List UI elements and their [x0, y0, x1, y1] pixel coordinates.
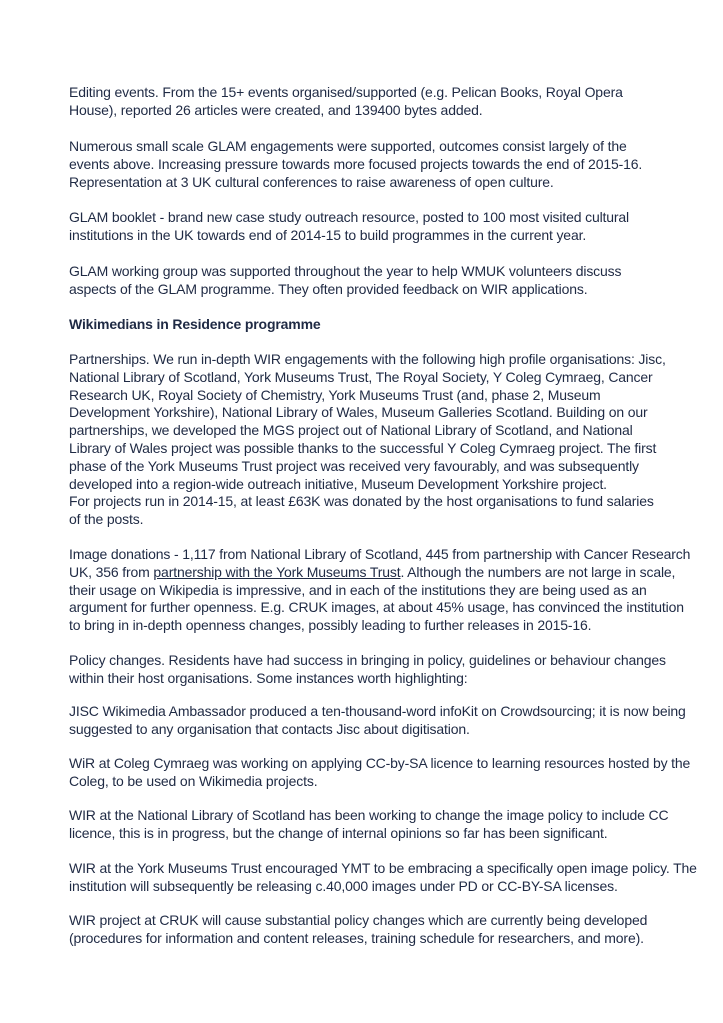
text-line: WIR project at CRUK will cause substantial policy changes which are currently being developed: [69, 912, 648, 928]
paragraph-glam-booklet: [69, 209, 709, 245]
text-line: argument for further openness. E.g. CRUK images, at about 45% usage, has convinced the institution: [69, 599, 684, 616]
text-line: Policy changes. Residents have had success in bringing in policy, guidelines or behaviour changes: [69, 652, 666, 668]
text-line: aspects of the GLAM programme. They often provided feedback on WIR applications.: [69, 280, 588, 297]
text-line: Development Yorkshire), National Library of Wales, Museum Galleries Scotland. Building on our: [69, 404, 648, 421]
text-line: Numerous small scale GLAM engagements were supported, outcomes consist largely of the: [69, 138, 627, 154]
text-line: Research UK, Royal Society of Chemistry, York Museums Trust (and, phase 2, Museum: [69, 386, 601, 403]
text-line: partnerships, we developed the MGS project out of National Library of Scotland, and National: [69, 422, 633, 439]
text-line: Image donations - 1,117 from National Library of Scotland, 445 from partnership with Cancer Research: [69, 546, 691, 562]
text-line: to bring in in-depth openness changes, possibly leading to further releases in 2015-16.: [69, 617, 592, 634]
text-line: Partnerships. We run in-depth WIR engagements with the following high profile organisations: Jisc,: [69, 351, 666, 367]
paragraph-partnerships: [69, 351, 709, 529]
section-heading: [69, 316, 709, 334]
text-line: National Library of Scotland, York Museums Trust, The Royal Society, Y Coleg Cymraeg, Cancer: [69, 368, 653, 385]
paragraph-national-library-scotland: [69, 807, 709, 843]
text-line: institution will subsequently be releasing c.40,000 images under PD or CC-BY-SA licenses.: [69, 877, 618, 894]
text-segment: UK, 356 from: [69, 563, 154, 580]
paragraph-editing-events: [69, 84, 709, 120]
text-line: Coleg, to be used on Wikimedia projects.: [69, 772, 318, 789]
text-line: (procedures for information and content releases, training schedule for researchers, and more).: [69, 929, 644, 946]
paragraph-glam-working-group: [69, 263, 709, 299]
text-line: For projects run in 2014-15, at least £63K was donated by the host organisations to fund salaries: [69, 493, 654, 510]
text-line: events above. Increasing pressure towards more focused projects towards the end of 2015-16.: [69, 155, 643, 172]
paragraph-coleg-cymraeg: [69, 755, 709, 791]
paragraph-cruk: [69, 912, 709, 948]
text-line: of the posts.: [69, 511, 144, 528]
paragraph-jisc: [69, 703, 709, 739]
paragraph-policy-changes: [69, 652, 709, 688]
text-line: institutions in the UK towards end of 2014-15 to build programmes in the current year.: [69, 226, 587, 243]
text-line: Editing events. From the 15+ events organised/supported (e.g. Pelican Books, Royal Opera: [69, 84, 623, 100]
text-line: suggested to any organisation that contacts Jisc about digitisation.: [69, 720, 470, 737]
heading-text: Wikimedians in Residence programme: [69, 316, 321, 332]
text-line: GLAM booklet - brand new case study outreach resource, posted to 100 most visited cultural: [69, 209, 630, 225]
text-line: phase of the York Museums Trust project was received very favourably, and was subsequently: [69, 457, 639, 474]
text-line: their usage on Wikipedia is impressive, and in each of the institutions they are being used as an: [69, 581, 647, 598]
text-line: JISC Wikimedia Ambassador produced a ten-thousand-word infoKit on Crowdsourcing; it is now being: [69, 703, 686, 719]
text-segment: . Although the numbers are not large in scale,: [400, 563, 676, 580]
text-line: licence, this is in progress, but the change of internal opinions so far has been significant.: [69, 824, 608, 841]
text-line: developed into a region-wide outreach initiative, Museum Development Yorkshire project.: [69, 475, 607, 492]
text-line: House), reported 26 articles were created, and 139400 bytes added.: [69, 101, 483, 118]
text-line: WIR at the York Museums Trust encouraged YMT to be embracing a specifically open image policy. The: [69, 860, 697, 876]
text-line: Library of Wales project was possible thanks to the successful Y Coleg Cymraeg project. The first: [69, 439, 657, 456]
paragraph-york-museums: [69, 860, 709, 896]
text-line: WIR at the National Library of Scotland has been working to change the image policy to include CC: [69, 807, 669, 823]
text-line: within their host organisations. Some instances worth highlighting:: [69, 669, 468, 686]
text-line: GLAM working group was supported throughout the year to help WMUK volunteers discuss: [69, 263, 622, 279]
paragraph-image-donations: [69, 546, 709, 635]
text-line: WiR at Coleg Cymraeg was working on applying CC-by-SA licence to learning resources hosted by the: [69, 755, 691, 771]
text-line: Representation at 3 UK cultural conferences to raise awareness of open culture.: [69, 173, 554, 190]
text-line: [69, 564, 709, 582]
paragraph-glam-engagements: [69, 138, 709, 191]
york-museums-trust-link[interactable]: partnership with the York Museums Trust: [153, 563, 401, 580]
